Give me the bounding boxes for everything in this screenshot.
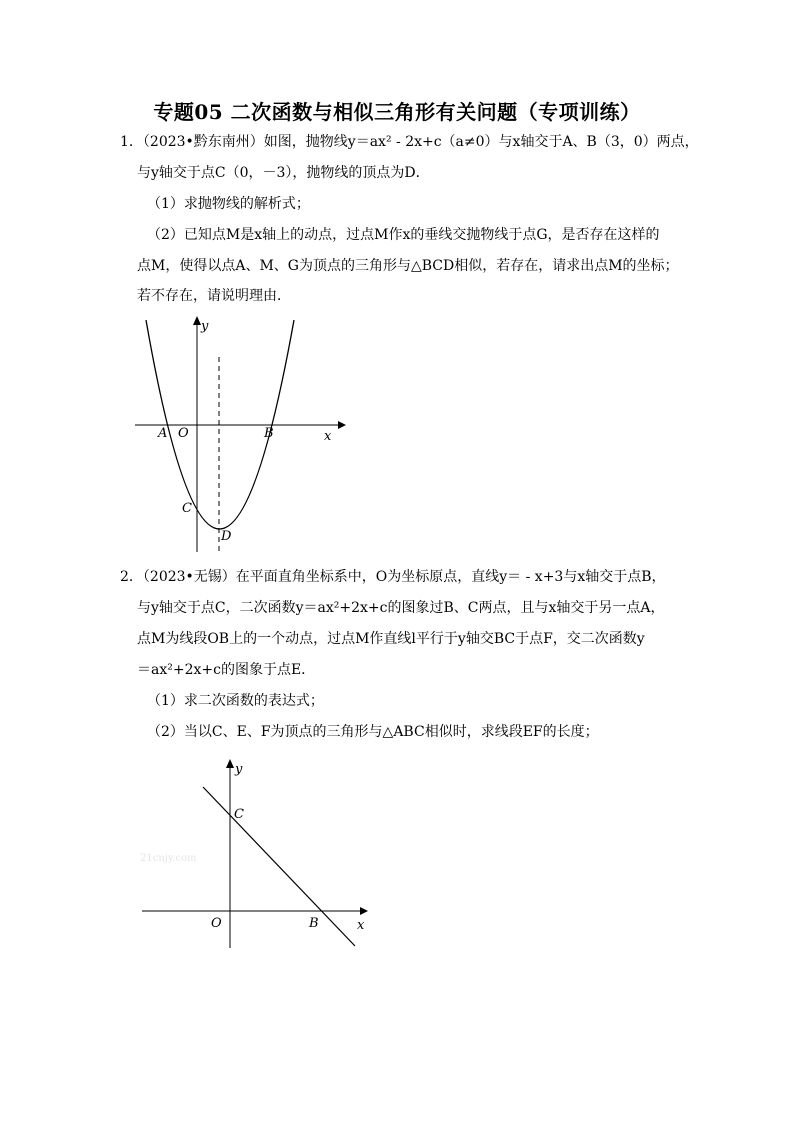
q2-stem-line1: 2．（2023•无锡）在平面直角坐标系中，O为坐标原点，直线y＝ - x+3与x轴交于点B， bbox=[120, 569, 666, 585]
q1-part1: （1）求抛物线的解析式； bbox=[147, 196, 310, 212]
page-title: 专题05 二次函数与相似三角形有关问题（专项训练） bbox=[153, 100, 641, 124]
q1-label-x: x bbox=[324, 429, 332, 444]
q1-part2-line3: 若不存在，请说明理由． bbox=[137, 288, 291, 304]
q1-label-O: O bbox=[178, 426, 189, 441]
q1-stem-line2: 与y轴交于点C（0，－3），抛物线的顶点为D． bbox=[137, 165, 430, 181]
q2-part1: （1）求二次函数的表达式； bbox=[147, 693, 324, 709]
q2-stem-line4: ＝ax²+2x+c的图象于点E． bbox=[137, 662, 316, 678]
q2-label-C: C bbox=[234, 807, 244, 822]
q2-label-y: y bbox=[235, 762, 243, 777]
q1-label-C: C bbox=[182, 501, 192, 516]
q2-part2: （2）当以C、E、F为顶点的三角形与△ABC相似时，求线段EF的长度； bbox=[147, 724, 599, 740]
q1-y-arrow bbox=[193, 316, 201, 325]
q2-y-arrow bbox=[226, 759, 234, 768]
q2-label-O: O bbox=[211, 916, 222, 931]
q2-label-x: x bbox=[357, 918, 365, 933]
q2-figure bbox=[135, 755, 380, 955]
q2-stem-line2: 与y轴交于点C，二次函数y＝ax²+2x+c的图象过B、C两点，且与x轴交于另一点A， bbox=[137, 600, 665, 616]
q1-label-A: A bbox=[158, 426, 168, 441]
q1-label-D: D bbox=[221, 529, 232, 544]
q1-stem-line1: 1．（2023•黔东南州）如图，抛物线y＝ax² - 2x+c（a≠0）与x轴交于A、B（3，0）两点， bbox=[120, 134, 699, 150]
q1-label-B: B bbox=[264, 426, 274, 441]
q2-line-bc bbox=[203, 787, 355, 946]
q1-part2-line1: （2）已知点M是x轴上的动点，过点M作x的垂线交抛物线于点G，是否存在这样的 bbox=[147, 227, 660, 243]
q1-part2-line2: 点M，使得以点A、M、G为顶点的三角形与△BCD相似，若存在，请求出点M的坐标； bbox=[137, 258, 679, 274]
q2-label-B: B bbox=[309, 916, 319, 931]
q1-figure bbox=[130, 312, 350, 557]
q1-x-arrow bbox=[338, 421, 346, 429]
q2-stem-line3: 点M为线段OB上的一个动点，过点M作直线l平行于y轴交BC于点F，交二次函数y bbox=[137, 631, 645, 647]
q2-watermark: 21cnjy.com bbox=[140, 853, 197, 864]
q2-x-arrow bbox=[360, 907, 368, 915]
q1-label-y: y bbox=[201, 319, 209, 334]
